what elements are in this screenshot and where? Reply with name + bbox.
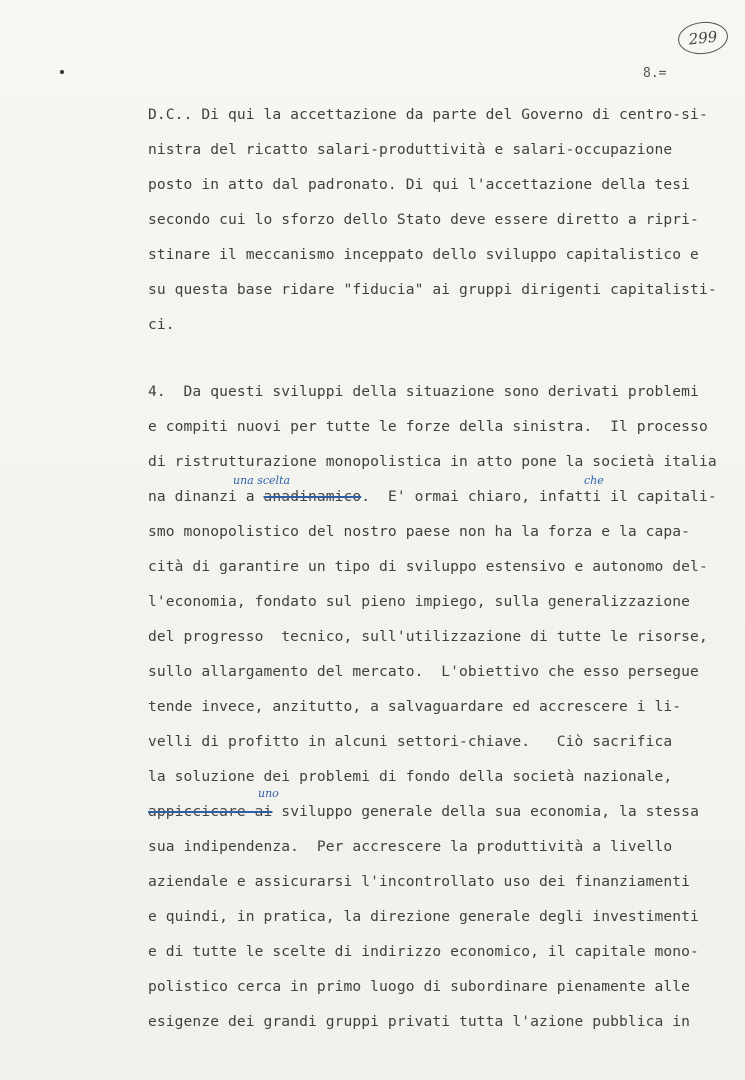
text-line: su questa base ridare "fiducia" ai gruppi dirigenti capitalisti- [148,281,717,298]
text-segment: sviluppo generale della sua economia, la stessa [272,803,699,820]
archive-stamp [676,19,729,56]
text-line: aziendale e assicurarsi l'incontrollato uso dei finanziamenti [148,873,691,890]
stamp-number: 299 [687,27,719,49]
margin-mark [60,70,64,74]
text-segment: . E' ormai chiaro, infatti il capitali- [361,488,717,505]
struck-word: anadinamico [263,488,362,505]
text-line: sullo allargamento del mercato. L'obiettivo che esso persegue [148,663,699,680]
text-line: del progresso tecnico, sull'utilizzazione di tutte le risorse, [148,628,708,645]
page-number: 8.= [643,66,667,81]
handwritten-annotation: uno [258,787,279,800]
text-line [148,803,699,820]
text-line: nistra del ricatto salari-produttività e salari-occupazione [148,141,673,158]
text-line: la soluzione dei problemi di fondo della società nazionale, [148,768,673,785]
struck-word: appiccicare ai [148,803,273,820]
text-line: ci. [148,316,175,333]
text-line: posto in atto dal padronato. Di qui l'accettazione della tesi [148,176,691,193]
text-line: tende invece, anzitutto, a salvaguardare ed accrescere i li- [148,698,682,715]
text-line: polistico cerca in primo luogo di subordinare pienamente alle [148,978,691,995]
text-line: e quindi, in pratica, la direzione generale degli investimenti [148,908,699,925]
text-line: D.C.. Di qui la accettazione da parte del Governo di centro-si- [148,106,708,123]
handwritten-annotation: che [584,474,604,487]
text-line: esigenze dei grandi gruppi privati tutta l'azione pubblica in [148,1013,691,1030]
text-line: cità di garantire un tipo di sviluppo estensivo e autonomo del- [148,558,708,575]
text-line: l'economia, fondato sul pieno impiego, sulla generalizzazione [148,593,691,610]
text-line: smo monopolistico del nostro paese non ha la forza e la capa- [148,523,691,540]
text-line: e compiti nuovi per tutte le forze della sinistra. Il processo [148,418,708,435]
text-line: secondo cui lo sforzo dello Stato deve essere diretto a ripri- [148,211,699,228]
handwritten-annotation: una scelta [233,474,291,487]
text-segment: na dinanzi a [148,488,264,505]
text-line [148,488,717,505]
text-line: velli di profitto in alcuni settori-chiave. Ciò sacrifica [148,733,673,750]
text-line: stinare il meccanismo inceppato dello sviluppo capitalistico e [148,246,699,263]
text-line: e di tutte le scelte di indirizzo economico, il capitale mono- [148,943,699,960]
text-line: 4. Da questi sviluppi della situazione sono derivati problemi [148,383,699,400]
text-line: di ristrutturazione monopolistica in atto pone la società italia [148,453,717,470]
text-line: sua indipendenza. Per accrescere la produttività a livello [148,838,673,855]
